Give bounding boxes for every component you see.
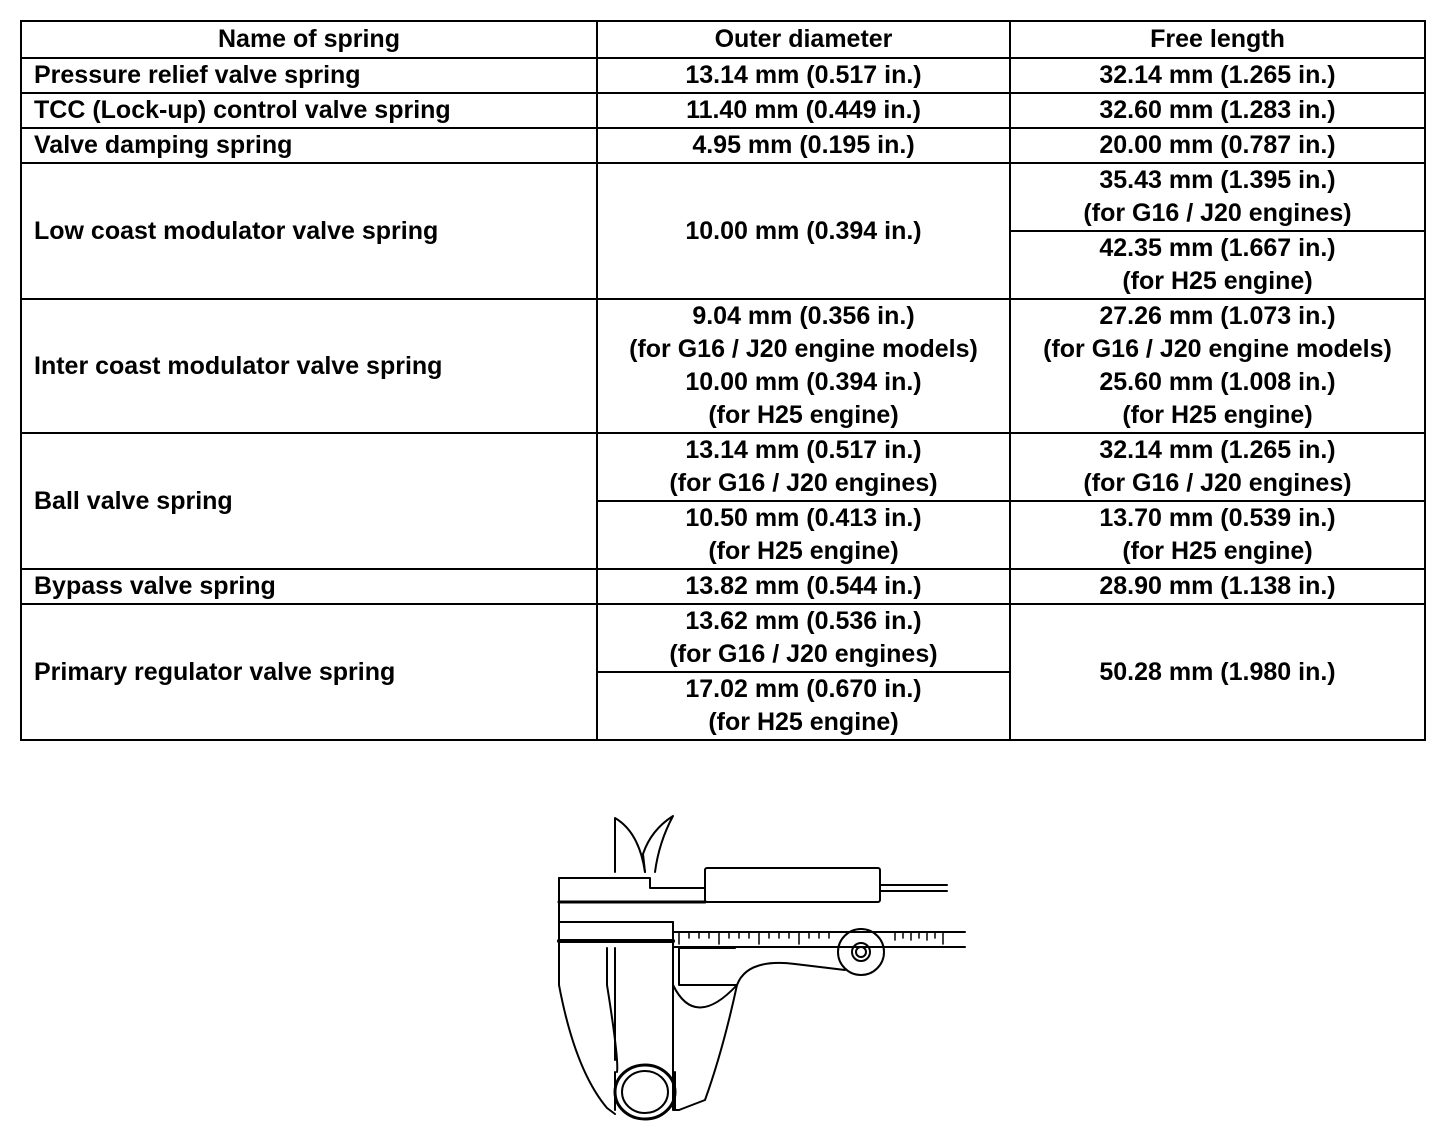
value-note: (for G16 / J20 engines)	[1083, 469, 1352, 497]
table-header-row	[21, 21, 1425, 58]
free-length-value: 50.28 mm (1.980 in.)	[1010, 604, 1425, 740]
outer-diameter-value	[597, 501, 1010, 569]
value-line: 17.02 mm (0.670 in.)	[685, 675, 922, 703]
outer-diameter-value	[597, 433, 1010, 501]
value-note: (for H25 engine)	[708, 537, 899, 565]
free-length-value	[1010, 163, 1425, 231]
value-line: 25.60 mm (1.008 in.)	[1099, 368, 1336, 396]
caliper-measuring-spring-illustration	[555, 810, 975, 1125]
table-row	[21, 433, 1425, 501]
outer-diameter-value	[597, 299, 1010, 433]
value-line: 13.70 mm (0.539 in.)	[1099, 504, 1336, 532]
value-note: (for H25 engine)	[1122, 267, 1313, 295]
outer-diameter-value: 10.00 mm (0.394 in.)	[597, 163, 1010, 299]
value-line: 9.04 mm (0.356 in.)	[692, 302, 915, 330]
outer-diameter-value: 13.14 mm (0.517 in.)	[597, 58, 1010, 93]
free-length-value	[1010, 433, 1425, 501]
spring-name: Ball valve spring	[21, 433, 597, 569]
value-note: (for H25 engine)	[1122, 537, 1313, 565]
free-length-value: 32.14 mm (1.265 in.)	[1010, 58, 1425, 93]
value-line: 13.14 mm (0.517 in.)	[685, 436, 922, 464]
free-length-value: 28.90 mm (1.138 in.)	[1010, 569, 1425, 604]
value-note: (for H25 engine)	[708, 708, 899, 736]
free-length-value: 20.00 mm (0.787 in.)	[1010, 128, 1425, 163]
header-outer-diameter: Outer diameter	[597, 21, 1010, 58]
spring-name: TCC (Lock-up) control valve spring	[21, 93, 597, 128]
outer-diameter-value	[597, 604, 1010, 672]
free-length-value	[1010, 299, 1425, 433]
value-note: (for G16 / J20 engines)	[669, 640, 938, 668]
value-note: (for H25 engine)	[1122, 401, 1313, 429]
spring-name: Low coast modulator valve spring	[21, 163, 597, 299]
free-length-value	[1010, 501, 1425, 569]
table-row	[21, 604, 1425, 672]
header-free-length: Free length	[1010, 21, 1425, 58]
value-note: (for G16 / J20 engine models)	[1043, 335, 1392, 363]
outer-diameter-value: 4.95 mm (0.195 in.)	[597, 128, 1010, 163]
value-note: (for G16 / J20 engines)	[669, 469, 938, 497]
spring-name: Valve damping spring	[21, 128, 597, 163]
value-line: 27.26 mm (1.073 in.)	[1099, 302, 1336, 330]
table-row	[21, 58, 1425, 93]
spring-name: Bypass valve spring	[21, 569, 597, 604]
value-line: 35.43 mm (1.395 in.)	[1099, 166, 1336, 194]
value-note: (for H25 engine)	[708, 401, 899, 429]
table-row	[21, 569, 1425, 604]
value-line: 32.14 mm (1.265 in.)	[1099, 436, 1336, 464]
value-note: (for G16 / J20 engines)	[1083, 199, 1352, 227]
free-length-value: 32.60 mm (1.283 in.)	[1010, 93, 1425, 128]
header-name: Name of spring	[21, 21, 597, 58]
table-row	[21, 163, 1425, 231]
outer-diameter-value: 13.82 mm (0.544 in.)	[597, 569, 1010, 604]
spring-name: Inter coast modulator valve spring	[21, 299, 597, 433]
spring-name: Primary regulator valve spring	[21, 604, 597, 740]
table-row	[21, 128, 1425, 163]
spring-spec-table	[20, 20, 1426, 741]
value-line: 10.50 mm (0.413 in.)	[685, 504, 922, 532]
outer-diameter-value: 11.40 mm (0.449 in.)	[597, 93, 1010, 128]
free-length-value	[1010, 231, 1425, 299]
value-line: 10.00 mm (0.394 in.)	[685, 368, 922, 396]
value-note: (for G16 / J20 engine models)	[629, 335, 978, 363]
table-row	[21, 93, 1425, 128]
value-line: 42.35 mm (1.667 in.)	[1099, 234, 1336, 262]
spring-name: Pressure relief valve spring	[21, 58, 597, 93]
outer-diameter-value	[597, 672, 1010, 740]
table-row	[21, 299, 1425, 433]
value-line: 13.62 mm (0.536 in.)	[685, 607, 922, 635]
